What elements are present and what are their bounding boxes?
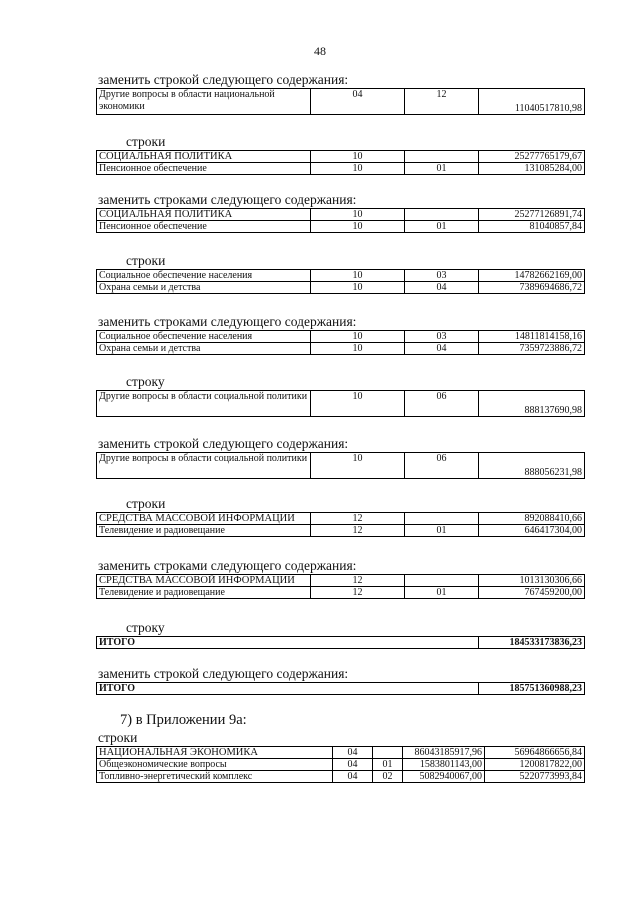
table-row (97, 331, 585, 343)
row-section: 10 (311, 391, 405, 417)
row-section: 10 (311, 163, 405, 175)
budget-table (96, 636, 585, 649)
row-name: СОЦИАЛЬНАЯ ПОЛИТИКА (97, 209, 311, 221)
row-subsection (405, 209, 479, 221)
row-name: Телевидение и радиовещание (97, 525, 311, 537)
row-section: 10 (311, 270, 405, 282)
block-heading: строки (126, 134, 166, 149)
block-heading: заменить строкой следующего содержания: (98, 666, 349, 681)
row-sum-1: 5082940067,00 (403, 771, 485, 783)
block-heading: заменить строкой следующего содержания: (98, 72, 349, 87)
budget-table (96, 88, 585, 115)
table-row (97, 747, 585, 759)
block-heading: строки (98, 730, 138, 745)
budget-table (96, 330, 585, 355)
table-row (97, 209, 585, 221)
row-sum: 14811814158,16 (479, 331, 585, 343)
block-heading: строку (126, 620, 165, 635)
block-heading: заменить строками следующего содержания: (98, 314, 357, 329)
budget-table (96, 682, 585, 695)
budget-table (96, 390, 585, 417)
row-name: Другие вопросы в области национальной экономики (97, 89, 311, 115)
table-row (97, 89, 585, 115)
row-section: 12 (311, 513, 405, 525)
row-subsection (373, 747, 403, 759)
row-name: СРЕДСТВА МАССОВОЙ ИНФОРМАЦИИ (97, 575, 311, 587)
row-subsection: 02 (373, 771, 403, 783)
row-name: Социальное обеспечение населения (97, 270, 311, 282)
row-sum: 25277765179,67 (479, 151, 585, 163)
row-name: Телевидение и радиовещание (97, 587, 311, 599)
block-heading: заменить строками следующего содержания: (98, 558, 357, 573)
row-section: 12 (311, 525, 405, 537)
table-row (97, 759, 585, 771)
table-row (97, 575, 585, 587)
row-section: 04 (333, 771, 373, 783)
table-row (97, 453, 585, 479)
row-sum-2: 56964866656,84 (485, 747, 585, 759)
row-name: Социальное обеспечение населения (97, 331, 311, 343)
row-sum-1: 86043185917,96 (403, 747, 485, 759)
table-row (97, 270, 585, 282)
row-name: ИТОГО (97, 637, 479, 649)
row-subsection: 01 (405, 525, 479, 537)
row-sum-2: 5220773993,84 (485, 771, 585, 783)
row-section: 04 (333, 759, 373, 771)
block-heading: заменить строкой следующего содержания: (98, 436, 349, 451)
row-subsection: 01 (405, 221, 479, 233)
row-sum: 7359723886,72 (479, 343, 585, 355)
row-subsection (405, 575, 479, 587)
row-sum: 11040517810,98 (479, 89, 585, 115)
block-heading: строку (126, 374, 165, 389)
row-sum-1: 1583801143,00 (403, 759, 485, 771)
row-subsection (405, 513, 479, 525)
table-row (97, 163, 585, 175)
budget-table (96, 150, 585, 175)
row-sum: 81040857,84 (479, 221, 585, 233)
page-number: 48 (314, 44, 326, 58)
row-name: Пенсионное обеспечение (97, 163, 311, 175)
row-name: ИТОГО (97, 683, 479, 695)
row-section: 10 (311, 151, 405, 163)
row-subsection: 04 (405, 343, 479, 355)
row-name: СОЦИАЛЬНАЯ ПОЛИТИКА (97, 151, 311, 163)
row-subsection: 01 (405, 163, 479, 175)
row-sum: 646417304,00 (479, 525, 585, 537)
budget-table (96, 452, 585, 479)
block-heading: заменить строками следующего содержания: (98, 192, 357, 207)
appendix-title: 7) в Приложении 9а: (120, 712, 247, 728)
row-section: 10 (311, 331, 405, 343)
row-subsection: 12 (405, 89, 479, 115)
row-name: Охрана семьи и детства (97, 343, 311, 355)
row-subsection: 04 (405, 282, 479, 294)
block-heading: строки (126, 496, 166, 511)
row-subsection: 01 (405, 587, 479, 599)
row-sum: 131085284,00 (479, 163, 585, 175)
block-heading: строки (126, 253, 166, 268)
budget-table (96, 512, 585, 537)
table-row (97, 282, 585, 294)
row-section: 04 (333, 747, 373, 759)
table-row (97, 221, 585, 233)
table-row (97, 587, 585, 599)
row-sum: 767459200,00 (479, 587, 585, 599)
table-row (97, 513, 585, 525)
table-row (97, 525, 585, 537)
row-name: Топливно-энергетический комплекс (97, 771, 333, 783)
row-name: Охрана семьи и детства (97, 282, 311, 294)
row-sum: 184533173836,23 (479, 637, 585, 649)
appendix-table (96, 746, 585, 783)
table-row (97, 151, 585, 163)
row-section: 04 (311, 89, 405, 115)
row-subsection: 03 (405, 270, 479, 282)
row-name: Другие вопросы в области социальной политики (97, 453, 311, 479)
row-section: 10 (311, 282, 405, 294)
table-row (97, 683, 585, 695)
row-sum: 14782662169,00 (479, 270, 585, 282)
row-section: 10 (311, 453, 405, 479)
row-sum: 888056231,98 (479, 453, 585, 479)
row-sum-2: 1200817822,00 (485, 759, 585, 771)
row-subsection (405, 151, 479, 163)
row-subsection: 06 (405, 391, 479, 417)
row-name: Пенсионное обеспечение (97, 221, 311, 233)
table-row (97, 391, 585, 417)
row-sum: 25277126891,74 (479, 209, 585, 221)
table-row (97, 343, 585, 355)
row-section: 12 (311, 575, 405, 587)
budget-table (96, 574, 585, 599)
row-section: 12 (311, 587, 405, 599)
row-sum: 185751360988,23 (479, 683, 585, 695)
row-name: Другие вопросы в области социальной политики (97, 391, 311, 417)
row-sum: 7389694686,72 (479, 282, 585, 294)
row-sum: 892088410,66 (479, 513, 585, 525)
row-subsection: 06 (405, 453, 479, 479)
row-sum: 1013130306,66 (479, 575, 585, 587)
budget-table (96, 208, 585, 233)
row-name: НАЦИОНАЛЬНАЯ ЭКОНОМИКА (97, 747, 333, 759)
budget-table (96, 269, 585, 294)
row-section: 10 (311, 221, 405, 233)
table-row (97, 771, 585, 783)
row-section: 10 (311, 209, 405, 221)
row-subsection: 01 (373, 759, 403, 771)
row-subsection: 03 (405, 331, 479, 343)
row-section: 10 (311, 343, 405, 355)
row-name: СРЕДСТВА МАССОВОЙ ИНФОРМАЦИИ (97, 513, 311, 525)
table-row (97, 637, 585, 649)
row-name: Общеэкономические вопросы (97, 759, 333, 771)
row-sum: 888137690,98 (479, 391, 585, 417)
